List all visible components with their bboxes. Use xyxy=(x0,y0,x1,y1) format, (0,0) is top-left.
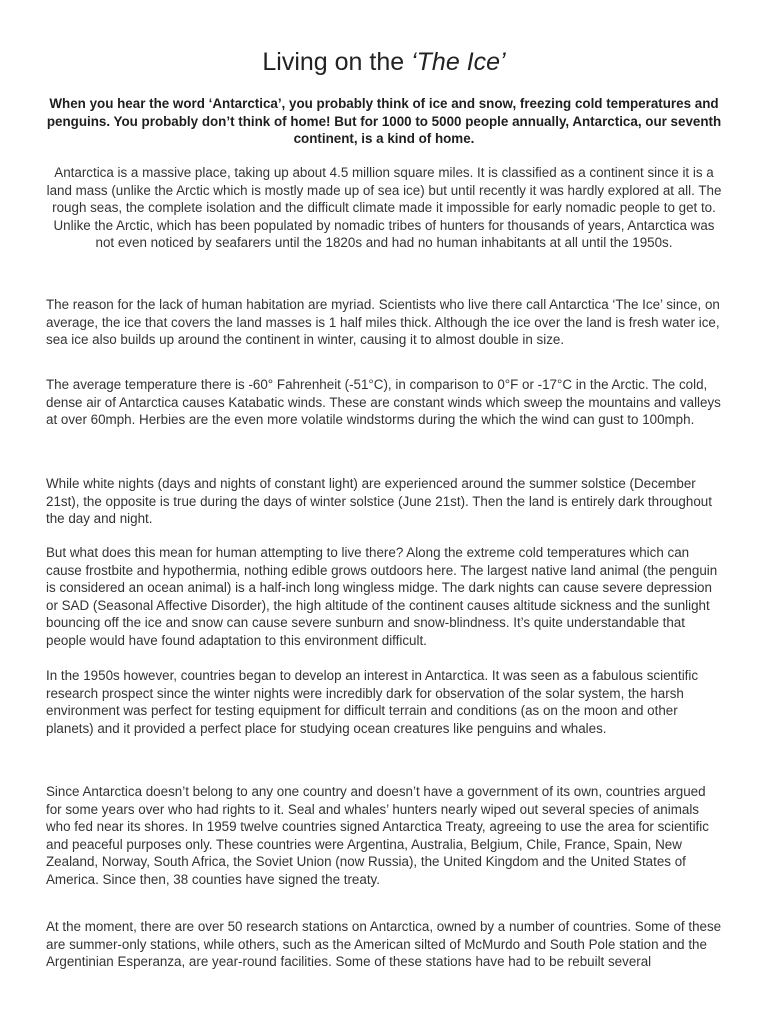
paragraph-intro: Antarctica is a massive place, taking up about 4.5 million square miles. It is classified as a continent since it is a land mass (unlike the Arctic which is mostly made up of sea ice) but until recently it was hardly explored at all. The rough seas, the complete isolation and the difficult climate made it impossible for early nomadic people to get to. Unlike the Arctic, which has been populated by nomadic tribes of hunters for thousands of years, Antarctica was not even noticed by seafarers until the 1820s and had no human inhabitants at all until the 1950s. xyxy=(46,165,722,250)
paragraph-treaty: Since Antarctica doesn’t belong to any one country and doesn’t have a government of its own, countries argued for some years over who had rights to it. Seal and whales’ hunters nearly wiped out several species of animals who fed near its shores. In 1959 twelve countries signed Antarctica Treaty, agreeing to use the area for scientific and peaceful purposes only. These countries were Argentina, Australia, Belgium, Chile, France, Spain, New Zealand, Norway, South Africa, the Soviet Union (now Russia), the United Kingdom and the United States of America. Since then, 38 counties have signed the treaty. xyxy=(46,784,709,887)
paragraph-white-nights: While white nights (days and nights of constant light) are experienced around the summer solstice (December 21st), the opposite is true during the days of winter solstice (June 21st). Then the land is entirely dark throughout the day and night. xyxy=(46,476,712,526)
paragraph-research-stations: At the moment, there are over 50 research stations on Antarctica, owned by a number of countries. Some of these are summer-only stations, while others, such as the American silted of McMurdo and South Pole station and the Argentinian Esperanza, are year-round facilities. Some of these stations have had to be rebuilt several xyxy=(46,919,722,969)
lead-paragraph: When you hear the word ‘Antarctica’, you probably think of ice and snow, freezing cold temperatures and penguins. You probably don’t think of home! But for 1000 to 5000 people annually, Antarctica, our seventh continent, is a kind of home. xyxy=(46,96,722,146)
paragraph-human-challenges: But what does this mean for human attempting to live there? Along the extreme cold temperatures which can cause frostbite and hypothermia, nothing edible grows outdoors here. The largest native land animal (the penguin is considered an ocean animal) is a half-inch long wingless midge. The dark nights can cause severe depression or SAD (Seasonal Affective Disorder), the high altitude of the continent causes altitude sickness and the sunlight bouncing off the ice and snow can cause severe sunburn and snow-blindness. It’s quite understandable that people would have found adaptation to this environment difficult. xyxy=(46,545,718,648)
paragraph-habitation: The reason for the lack of human habitation are myriad. Scientists who live there call Antarctica ‘The Ice’ since, on average, the ice that covers the land masses is 1 half miles thick. Although the ice over the land is fresh water ice, sea ice also builds up around the continent in winter, causing it to almost double in size. xyxy=(46,297,720,347)
title-text: Living on the xyxy=(262,48,412,76)
title-emphasis: ‘The Ice’ xyxy=(411,48,506,76)
page-title xyxy=(0,46,768,78)
paragraph-1950s-interest: In the 1950s however, countries began to develop an interest in Antarctica. It was seen as a fabulous scientific research prospect since the winter nights were incredibly dark for observation of the solar system, the harsh environment was perfect for testing equipment for difficult terrain and conditions (as on the moon and other planets) and it provided a perfect place for studying ocean creatures like penguins and whales. xyxy=(46,668,699,736)
paragraph-temperature: The average temperature there is -60° Fahrenheit (-51°C), in comparison to 0°F or -17°C in the Arctic. The cold, dense air of Antarctica causes Katabatic winds. These are constant winds which sweep the mountains and valleys at over 60mph. Herbies are the even more volatile windstorms during the which the wind can gust to 100mph. xyxy=(46,377,721,427)
